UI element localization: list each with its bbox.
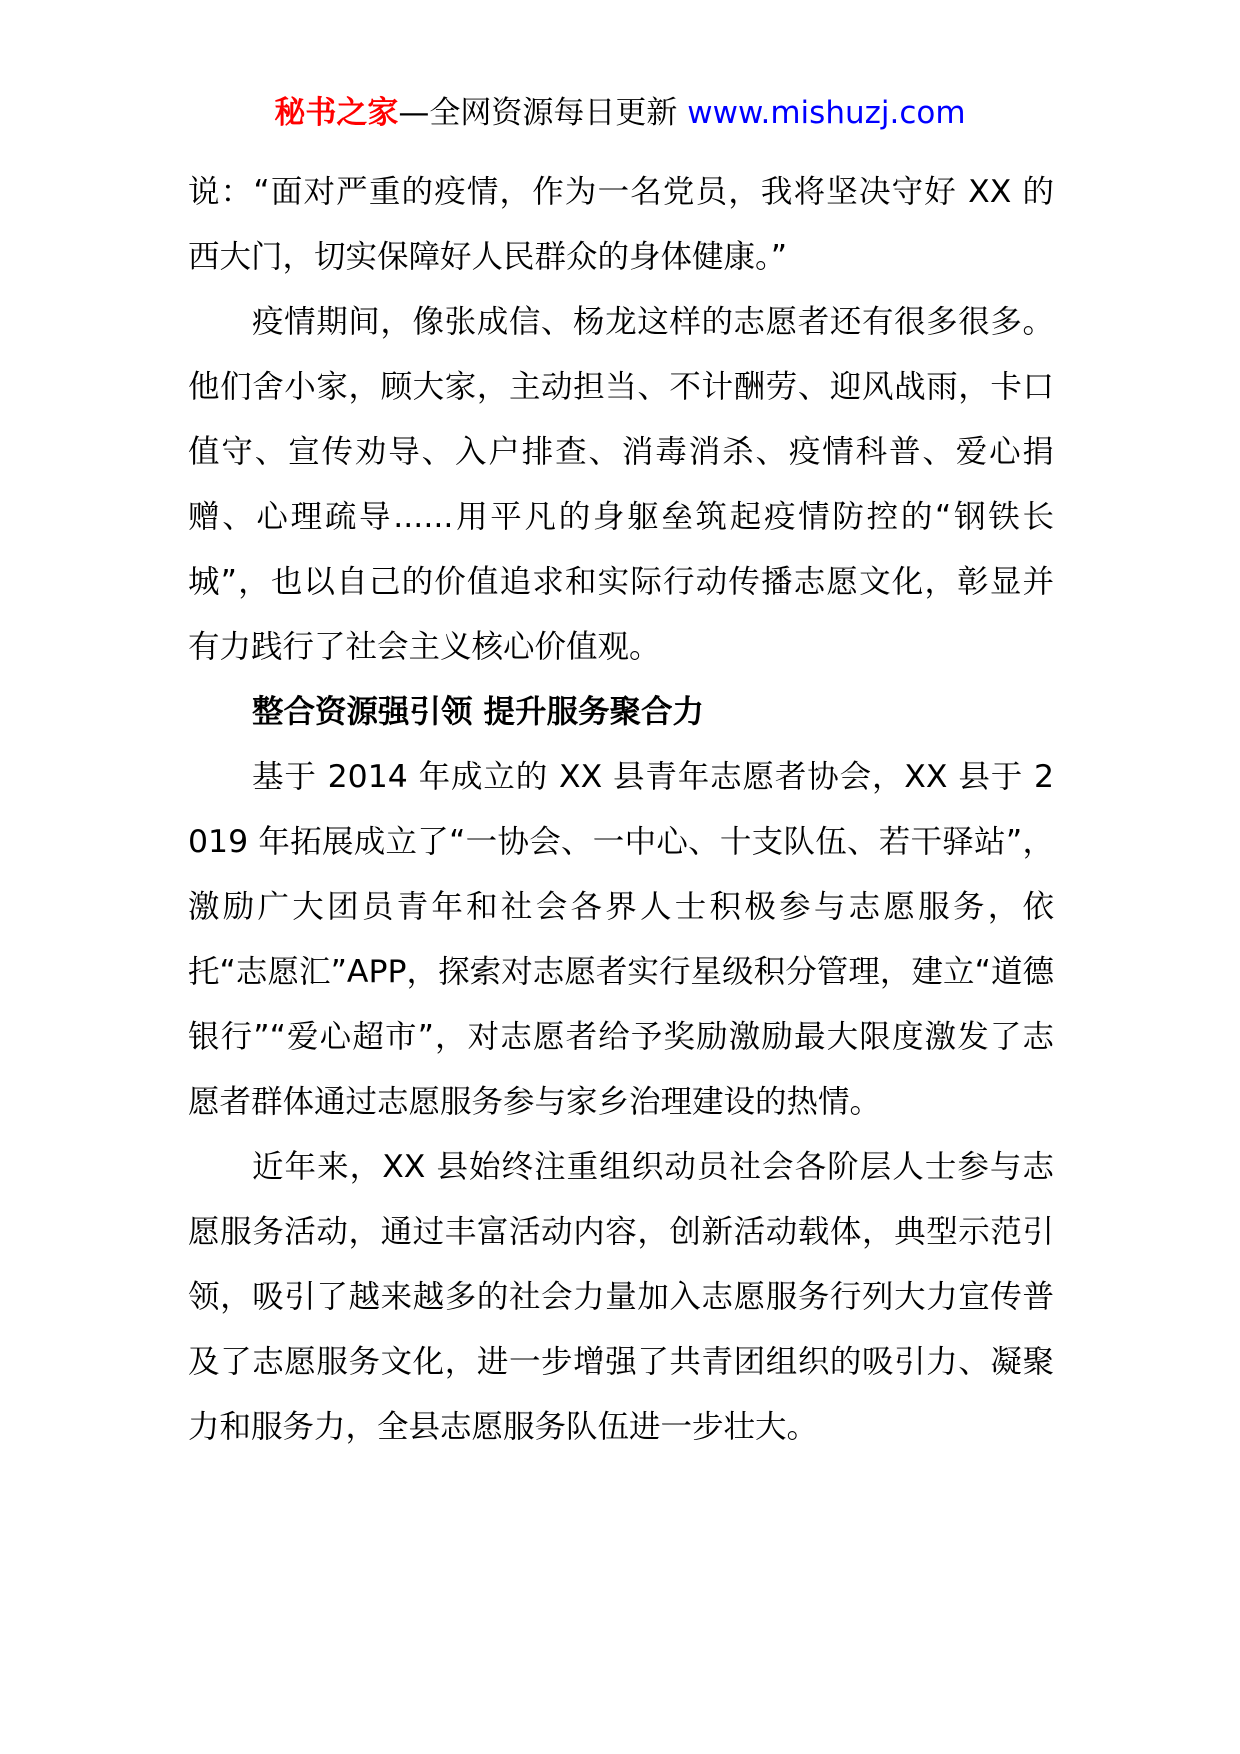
paragraph-recent-years: 近年来，XX 县始终注重组织动员社会各阶层人士参与志愿服务活动，通过丰富活动内容，创新活动载体，典型示范引领，吸引了越来越多的社会力量加入志愿服务行列大力宣传普及了志愿服务文化，进一步增强了共青团组织的吸引力、凝聚力和服务力，全县志愿服务队伍进一步壮大。 [188, 1149, 1054, 1445]
document-body [188, 160, 1054, 1460]
site-brand: 秘书之家 [274, 95, 399, 131]
site-url-link[interactable]: www.mishuzj.com [687, 95, 966, 131]
paragraph-volunteers: 疫情期间，像张成信、杨龙这样的志愿者还有很多很多。他们舍小家，顾大家，主动担当、不计酬劳、迎风战雨，卡口值守、宣传劝导、入户排查、消毒消杀、疫情科普、爱心捐赠、心理疏导......用平凡的身躯垒筑起疫情防控的“钢铁长城”，也以自己的价值追求和实际行动传播志愿文化，彰显并有力践行了社会主义核心价值观。 [188, 304, 1054, 665]
site-tagline: —全网资源每日更新 [398, 95, 678, 131]
site-header [0, 90, 1240, 136]
section-heading: 整合资源强引领 提升服务聚合力 [252, 694, 704, 730]
paragraph-association: 基于 2014 年成立的 XX 县青年志愿者协会，XX 县于 2019 年拓展成立了“一协会、一中心、十支队伍、若干驿站”，激励广大团员青年和社会各界人士积极参与志愿服务，依托“志愿汇”APP，探索对志愿者实行星级积分管理，建立“道德银行”“爱心超市”，对志愿者给予奖励激励最大限度激发了志愿者群体通过志愿服务参与家乡治理建设的热情。 [188, 759, 1054, 1120]
paragraph-continuation: 说：“面对严重的疫情，作为一名党员，我将坚决守好 XX 的西大门，切实保障好人民群众的身体健康。” [188, 174, 1054, 275]
